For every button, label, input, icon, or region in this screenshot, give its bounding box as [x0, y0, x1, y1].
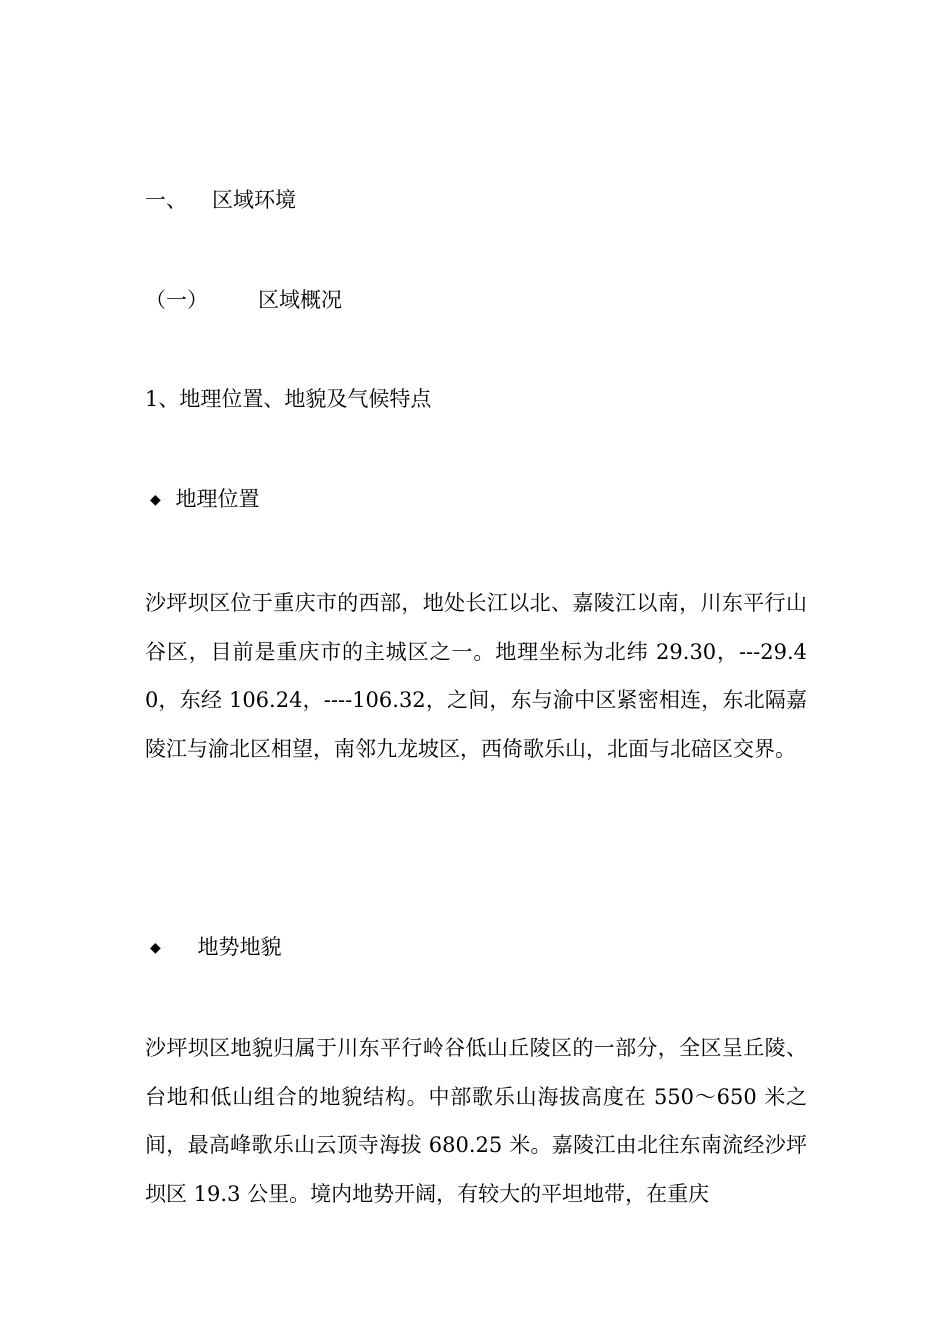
heading-3: [145, 386, 431, 412]
section-terrain-paragraph: 沙坪坝区地貌归属于川东平行岭谷低山丘陵区的一部分，全区呈丘陵、台地和低山组合的地貌结构。中部歌乐山海拔高度在 550～650 米之间，最高峰歌乐山云顶寺海拔 680.25 米。嘉陵江由北往东南流经沙坪坝区 19.3 公里。境内地势开阔，有较大的平坦地带，在重庆: [145, 1036, 807, 1206]
diamond-bullet-icon: ◆: [150, 492, 161, 508]
heading-1-number: 一、: [145, 188, 187, 212]
heading-3-title: 1、地理位置、地貌及气候特点: [145, 387, 432, 411]
section-terrain-heading: [150, 934, 281, 961]
section-location-paragraph: 沙坪坝区位于重庆市的西部，地处长江以北、嘉陵江以南，川东平行山谷区，目前是重庆市的主城区之一。地理坐标为北纬 29.30，---29.40，东经 106.24，----106.32，之间，东与渝中区紧密相连，东北隔嘉陵江与渝北区相望，南邻九龙坡区，西倚歌乐山，北面与北碚区交界。: [145, 591, 807, 761]
section-terrain-title: 地势地貌: [197, 935, 282, 959]
heading-2-number: （一）: [145, 288, 208, 312]
heading-2-title: 区域概况: [258, 288, 342, 312]
section-location-heading: [150, 486, 259, 513]
section-location-title: 地理位置: [175, 487, 260, 511]
diamond-bullet-icon: ◆: [150, 940, 161, 956]
heading-1-title: 区域环境: [212, 188, 296, 212]
